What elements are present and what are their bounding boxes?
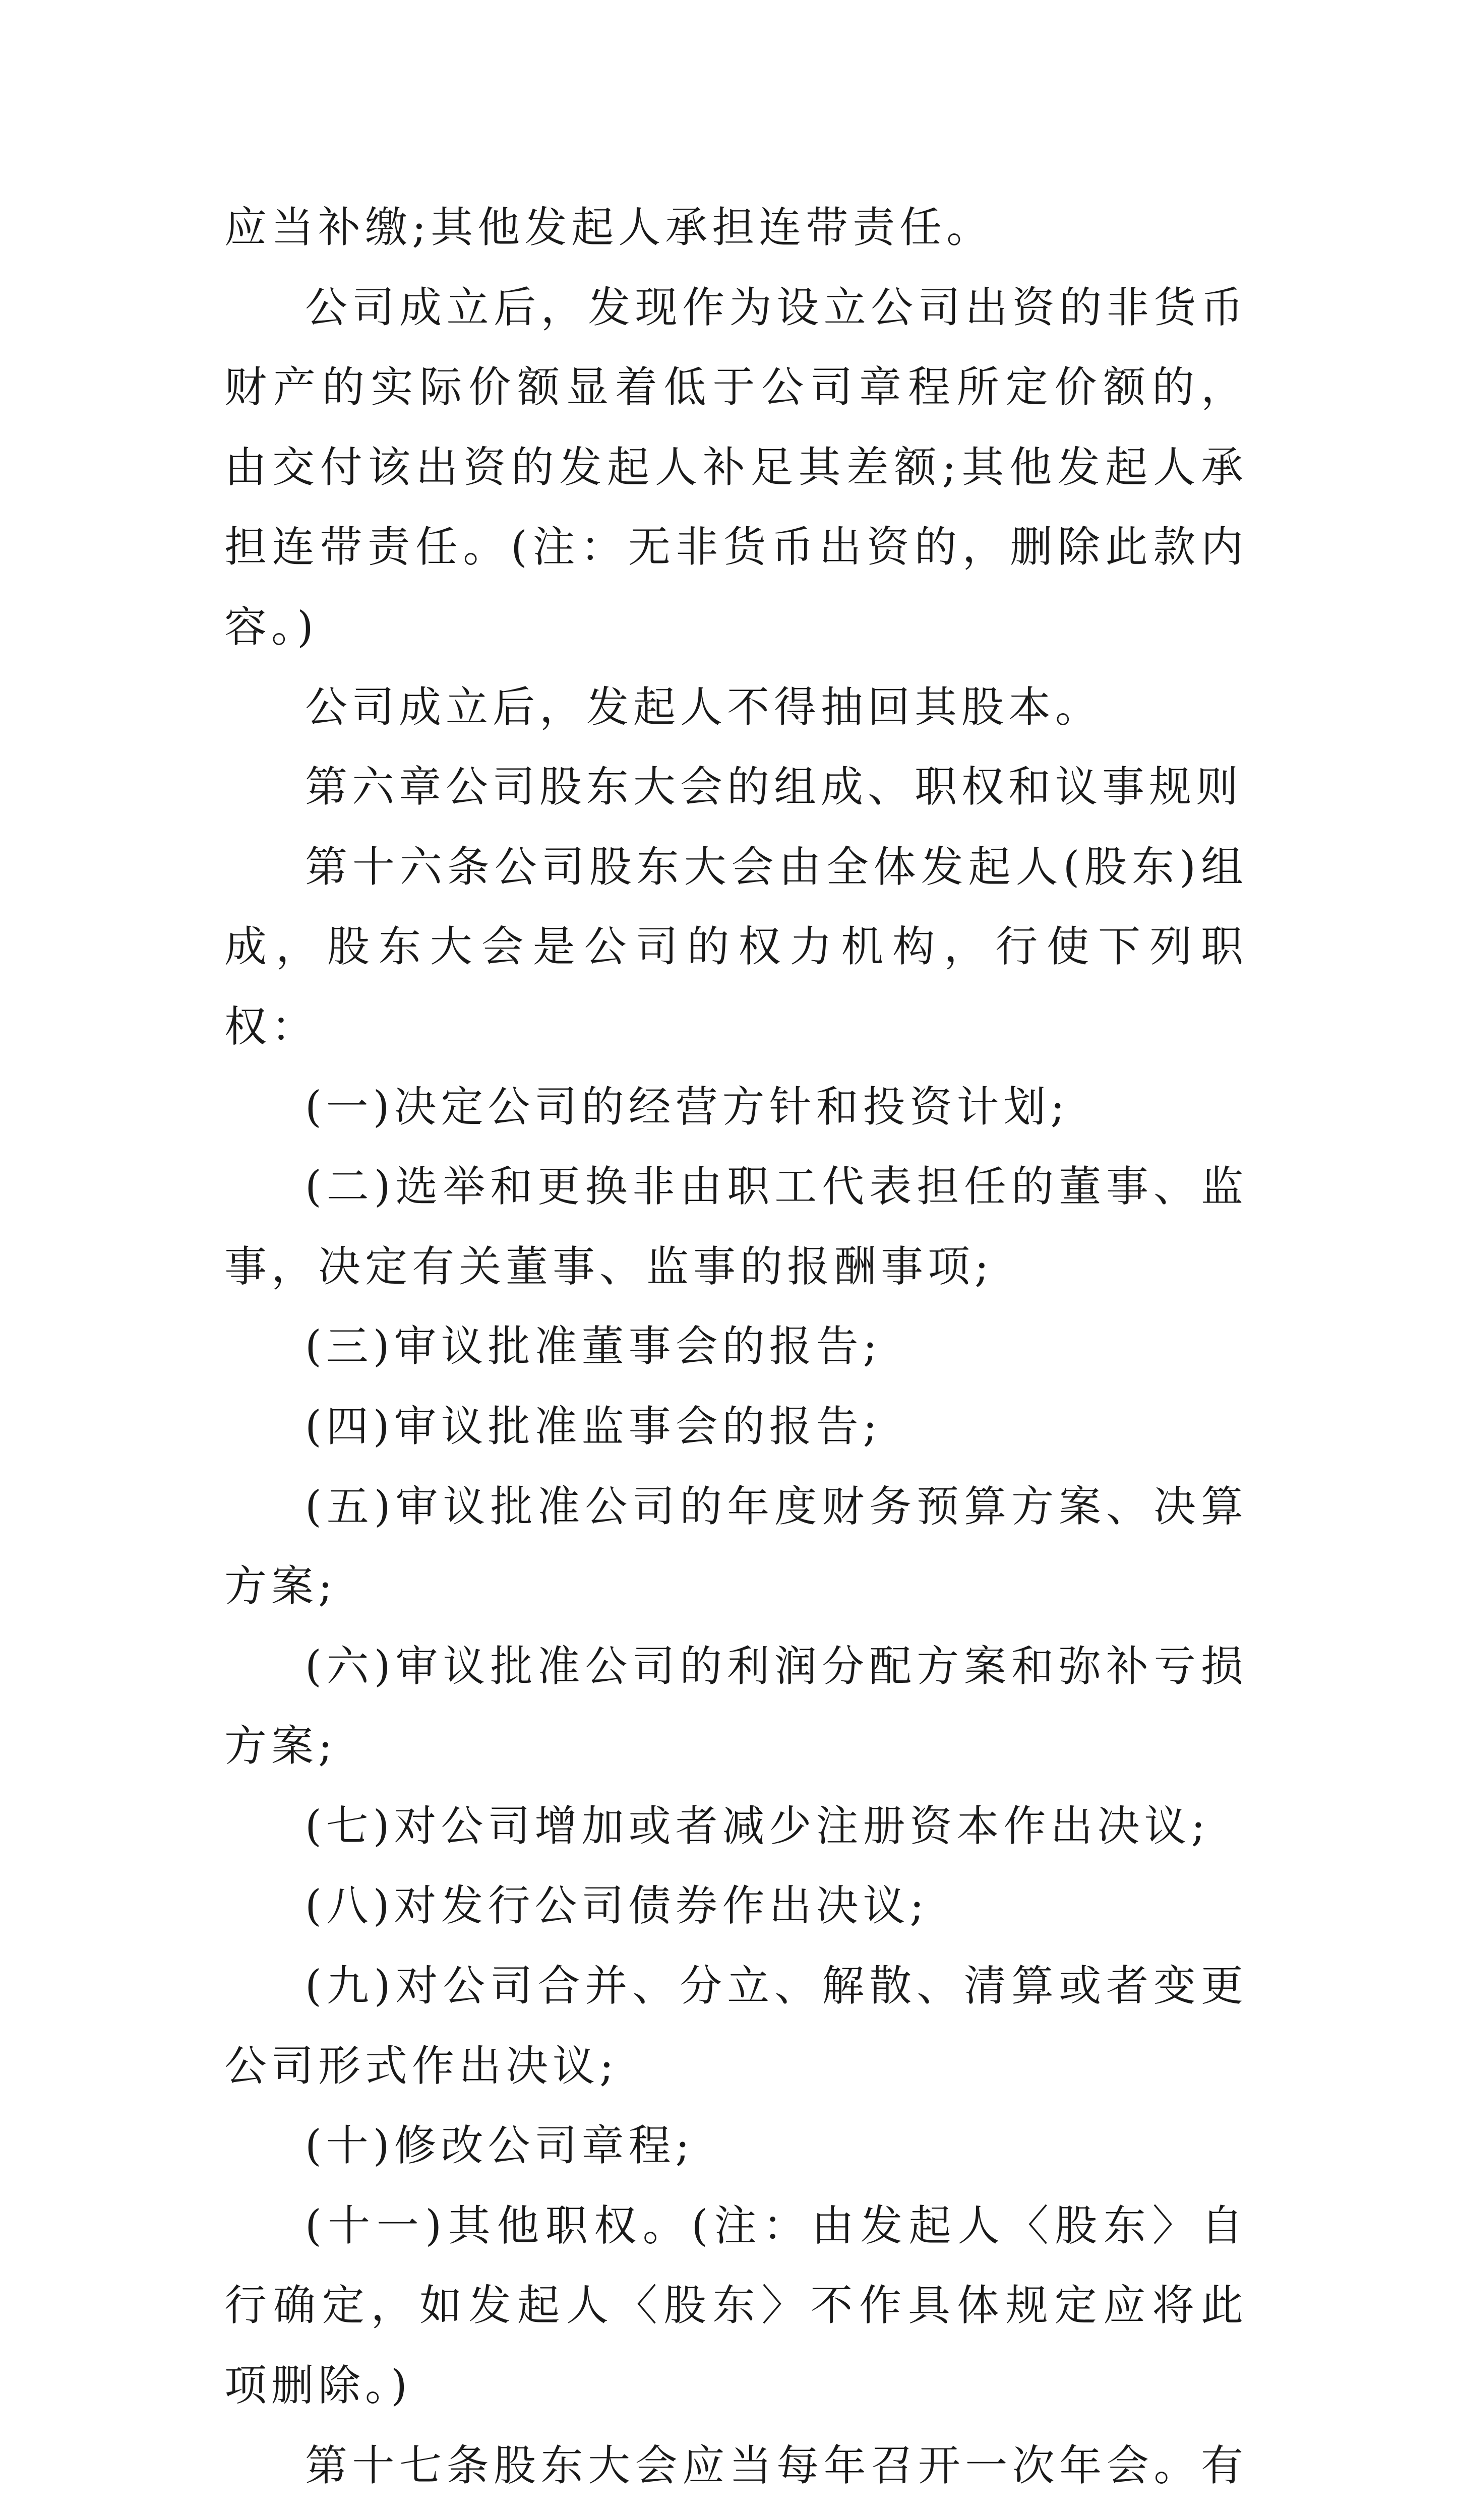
- power-item-4: (四)审议批准监事会的报告;: [305, 1401, 882, 1451]
- article-sixteen: 第十六条公司股东大会由全体发起人(股东)组成，股东大会是公司的权力机构，行使下列职权：: [224, 842, 1248, 1051]
- power-item-9: (九)对公司合并、分立、解散、清算或者变更公司形式作出决议;: [224, 1961, 1248, 2091]
- paragraph-continuation: 应当补缴;其他发起人承担连带责任。: [224, 203, 994, 252]
- power-item-5: (五)审议批准公司的年度财务预算方案、决算方案;: [224, 1481, 1248, 1611]
- paragraph-no-withdrawal: 公司成立后，发起人不得抽回其股本。: [305, 682, 1103, 732]
- power-item-3: (三)审议批准董事会的报告;: [305, 1321, 882, 1371]
- article-seventeen: 第十七条股东大会应当每年召开一次年会。有: [305, 2440, 1248, 2490]
- document-body: [224, 187, 1248, 2520]
- power-item-1: (一)决定公司的经营方针和投资计划;: [305, 1082, 1069, 1131]
- power-item-10: (十)修改公司章程;: [305, 2121, 694, 2171]
- chapter-six-heading: 第六章公司股东大会的组成、职权和议事规则: [305, 762, 1243, 812]
- power-item-7: (七)对公司增加或者减少注册资本作出决议;: [305, 1801, 1210, 1851]
- power-item-2: (二)选举和更换非由职工代表担任的董事、监事，决定有关董事、监事的报酬事项;: [224, 1162, 1248, 1291]
- paragraph-non-monetary-assets: 公司成立后，发现作为设立公司出资的非货币财产的实际价额显着低于公司章程所定价额的，由交付该出资的发起人补足其差额;其他发起人承担连带责任。(注：无非货币出资的，删除此款内容。): [224, 282, 1248, 652]
- power-item-8: (八)对发行公司债券作出决议;: [305, 1881, 929, 1931]
- power-item-6: (六)审议批准公司的利润分配方案和弥补亏损方案;: [224, 1641, 1248, 1771]
- power-item-11: (十一)其他职权。(注：由发起人〈股东〉自行确定，如发起人〈股东〉不作具体规定应将此项删除。): [224, 2200, 1248, 2411]
